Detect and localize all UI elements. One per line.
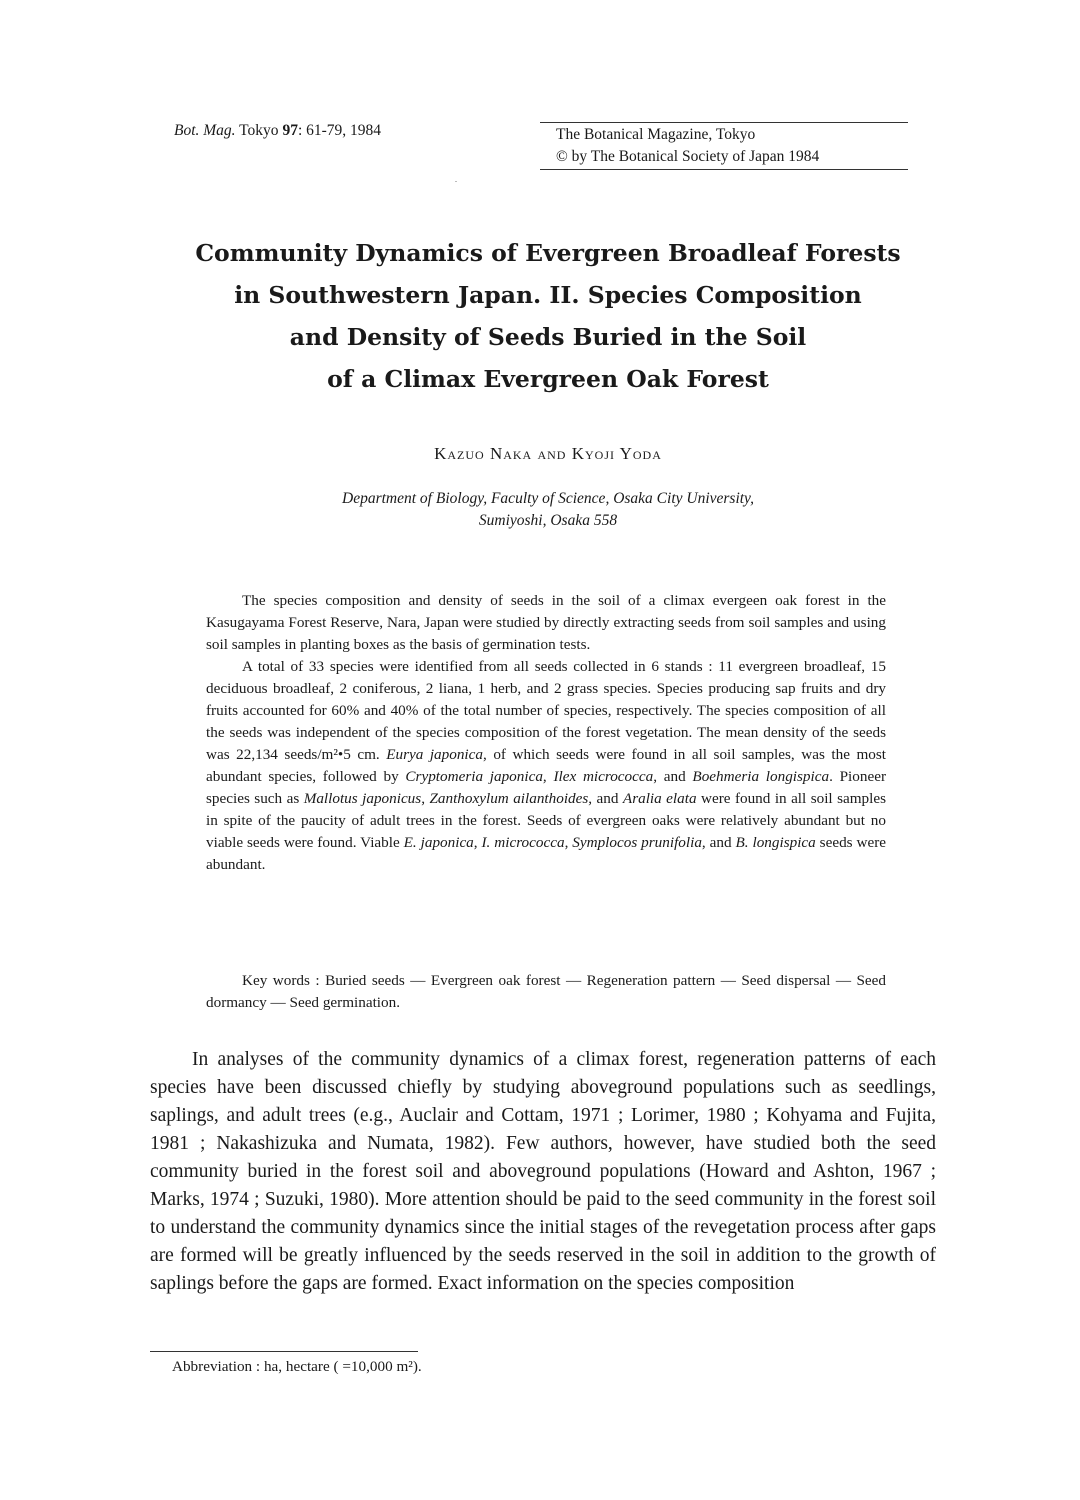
copyright-line-2: © by The Botanical Society of Japan 1984	[556, 148, 820, 165]
abstract-text: A total of 33 species were identified from all seeds collected in 6 stands : 11 evergreen broadleaf, 15 deciduous broadleaf, 2 coniferous, 2 liana, 1 herb, and 2 grass species. Species producing sap fruits and dry fruits accounted for 60% and 40% of the total number of species, respectively. The species composition of all the seeds was independent of the species composition of the forest vegetation. The mean density of the seeds was 22,134 seeds/m²•5 cm.	[206, 658, 886, 763]
abstract-text: , and	[701, 834, 736, 851]
abstract-text: ,	[473, 834, 482, 851]
abstract-paragraph-1: The species composition and density of seeds in the soil of a climax evergeen oak forest in the Kasugayama Forest Reserve, Nara, Japan were studied by directly extracting seeds from soil samples and using soil samples in planting boxes as the basis of germination tests.	[206, 592, 886, 653]
abstract-paragraph-2	[206, 656, 886, 876]
species-name: Boehmeria longispica	[692, 768, 830, 785]
species-name: Eurya japonica	[386, 746, 483, 763]
abstract-text: , and	[653, 768, 693, 785]
affiliation-line-1: Department of Biology, Faculty of Science, Osaka City University,	[342, 490, 754, 507]
species-name: Symplocos prunifolia	[572, 834, 702, 851]
title-line-3: and Density of Seeds Buried in the Soil	[289, 323, 807, 351]
abstract-text: . Pioneer species such as	[206, 768, 886, 807]
title-line-4: of a Climax Evergreen Oak Forest	[327, 365, 769, 393]
species-name: E. japonica	[403, 834, 474, 851]
abstract-text: seeds were abundant.	[206, 834, 887, 873]
title-line-1: Community Dynamics of Evergreen Broadleaf Forests	[195, 239, 901, 267]
footnote: Abbreviation : ha, hectare ( =10,000 m²).	[172, 1358, 422, 1375]
keywords-text: Key words : Buried seeds — Evergreen oak forest — Regeneration pattern — Seed dispersal — Seed dormancy — Seed germination.	[206, 972, 886, 1011]
journal-citation	[174, 122, 381, 140]
journal-abbrev: Bot. Mag.	[174, 122, 236, 139]
species-name: B. longispica	[735, 834, 816, 851]
abstract-text: , of which seeds were found in all soil samples, was the most abundant species, followed by	[206, 746, 886, 785]
abstract-text: were found in all soil samples in spite of the paucity of adult trees in the forest. Seeds of evergreen oaks were relatively abundant but no viable seeds were found. Viable	[206, 790, 887, 851]
abstract	[206, 590, 886, 876]
scan-speck	[455, 181, 457, 182]
keywords	[206, 970, 886, 1014]
abstract-text: ,	[564, 834, 573, 851]
body-text	[150, 1046, 936, 1298]
authors: Kazuo Naka and Kyoji Yoda	[434, 444, 662, 463]
species-name: Cryptomeria japonica	[405, 768, 543, 785]
affiliation	[0, 488, 1080, 532]
abstract-text: ,	[421, 790, 430, 807]
abstract-text: , and	[588, 790, 623, 807]
paper-title	[150, 232, 946, 400]
species-name: Zanthoxylum ailanthoides	[429, 790, 589, 807]
abstract-text: ,	[542, 768, 554, 785]
copyright-box	[540, 122, 908, 170]
copyright-line-1: The Botanical Magazine, Tokyo	[556, 126, 756, 143]
journal-volume: 97	[282, 122, 298, 139]
species-name: I. micrococca	[481, 834, 565, 851]
species-name: Ilex micrococca	[553, 768, 654, 785]
journal-pages-year: : 61-79, 1984	[297, 122, 382, 139]
body-paragraph-1: In analyses of the community dynamics of a climax forest, regeneration patterns of each species have been discussed chiefly by studying aboveground populations such as seedlings, saplings, and adult trees (e.g., Auclair and Cottam, 1971 ; Lorimer, 1980 ; Kohyama and Fujita, 1981 ; Nakashizuka and Numata, 1982). Few authors, however, have studied both the seed community buried in the forest soil and aboveground populations (Howard and Ashton, 1967 ; Marks, 1974 ; Suzuki, 1980). More attention should be paid to the seed community in the forest soil to understand the community dynamics since the initial stages of the revegetation process after gaps are formed will be greatly influenced by the seeds reserved in the soil in addition to the growth of saplings before the gaps are formed. Exact information on the species composition	[150, 1049, 936, 1294]
journal-city: Tokyo	[239, 122, 279, 139]
title-line-2: in Southwestern Japan. II. Species Composition	[234, 281, 862, 309]
footnote-divider	[150, 1351, 418, 1352]
species-name: Mallotus japonicus	[303, 790, 422, 807]
affiliation-line-2: Sumiyoshi, Osaka 558	[478, 512, 618, 529]
species-name: Aralia elata	[622, 790, 697, 807]
